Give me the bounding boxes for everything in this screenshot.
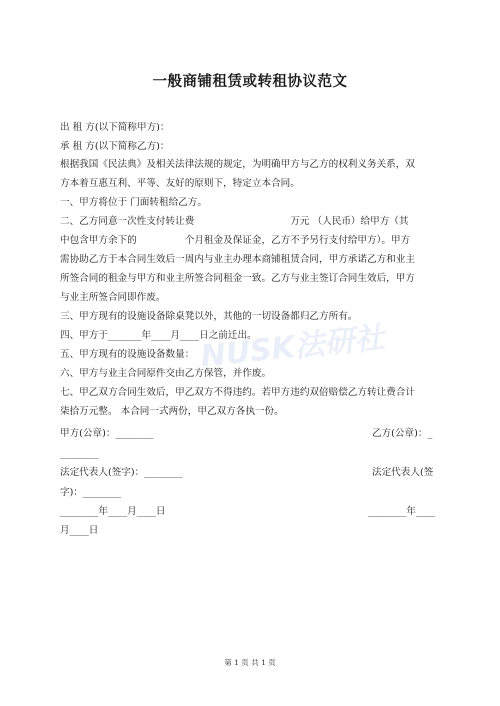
clause-7-line-2: 柒拾万元整。 本合同一式两份，甲乙双方各执一份。	[60, 406, 284, 417]
clause-2-line-2	[60, 234, 445, 248]
clause-2-text-a: 二、乙方同意一次性支付转让费	[60, 216, 195, 227]
intro-line-1: 根据我国《民法典》及相关法律法规的规定，为明确甲方与乙方的权利义务关系，双	[60, 159, 415, 170]
rep-a: 法定代表人(签字)：________	[60, 467, 183, 478]
clause-1: 一、甲方将位于 门面转租给乙方。	[60, 197, 207, 208]
lessee-line: 承 租 方(以下简称乙方)：	[60, 141, 170, 152]
clause-2-text-b: 万元 （人民币）给甲方（其	[290, 216, 409, 227]
clause-7-line-1: 七、甲乙双方合同生效后，甲乙双方不得违约。若甲方违约双倍赔偿乙方转让费合计	[60, 387, 415, 398]
lessor-line: 出 租 方(以下简称甲方)：	[60, 122, 170, 133]
sign-party-b: 乙方(公章)：_	[372, 428, 433, 439]
rep-b-cont: 字)：________	[60, 487, 122, 498]
intro-line-2: 方本着互惠互利、平等、友好的原则下，特定立本合同。	[60, 178, 300, 189]
date-b-cont: 月____日	[60, 525, 99, 536]
clause-2-line-3: 需协助乙方于本合同生效后一周内与业主办理本商铺租赁合同，甲方承诺乙方和业主	[60, 254, 415, 265]
clause-5: 五、甲方现有的设施设备数量：	[60, 349, 195, 360]
page-title: 一般商铺租赁或转租协议范文	[152, 73, 348, 90]
clause-4: 四、甲方于_______年____月____日之前迁出。	[60, 330, 257, 341]
rep-b: 法定代表人(签	[372, 467, 434, 478]
clause-2-line-5: 与业主所签合同即作废。	[60, 292, 166, 303]
clause-2-text-c: 中包含甲方余下的	[60, 235, 137, 246]
clause-2-text-d: 个月租金及保证金，乙方不予另行支付给甲方）。甲方	[184, 235, 411, 246]
date-a: ________年____月____日	[60, 506, 166, 517]
date-b: ________年____	[368, 506, 436, 517]
clause-3: 三、甲方现有的设施设备除桌凳以外，其他的一切设备都归乙方所有。	[60, 311, 358, 322]
sign-party-a: 甲方(公章)：________	[60, 428, 154, 439]
page-footer: 第 1 页 共 1 页	[224, 658, 276, 667]
clause-2-line-1	[60, 215, 445, 229]
sign-party-b-cont: ________	[60, 448, 99, 459]
watermark-logo: NUSK法研社	[199, 320, 387, 375]
clause-2-line-4: 所签合同的租金与甲方和业主所签合同租金一致。乙方与业主签订合同生效后，甲方	[60, 273, 415, 284]
clause-6: 六、甲方与业主合同原件交由乙方保管，并作废。	[60, 368, 272, 379]
